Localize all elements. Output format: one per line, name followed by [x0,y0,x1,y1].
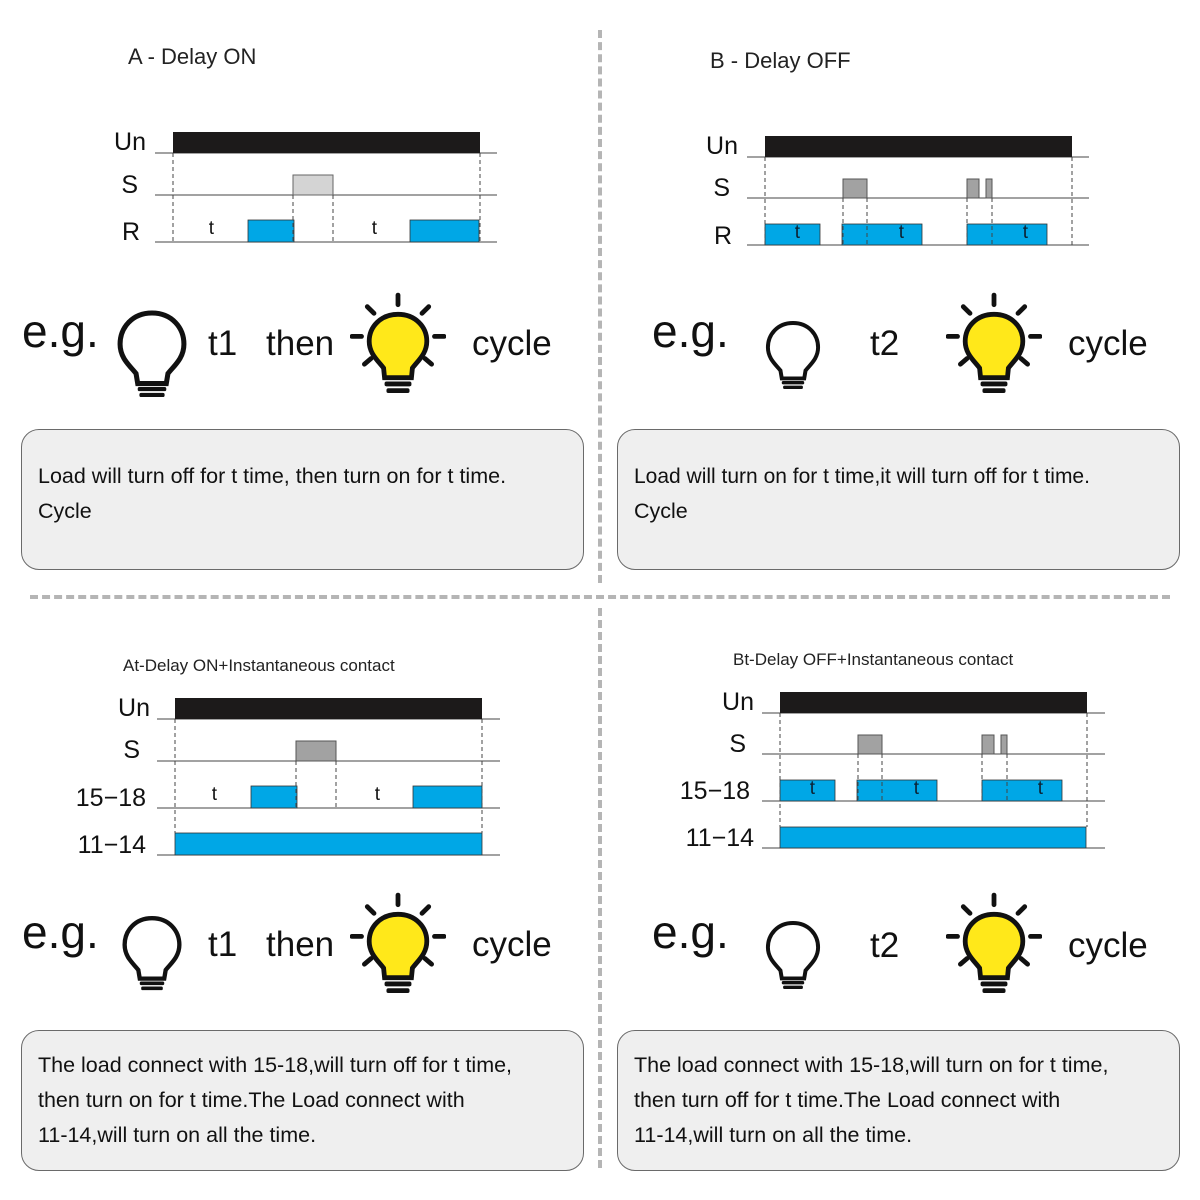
example-word: then [266,324,335,363]
signal-label-11-14: 11−14 [77,831,146,859]
panel-title: A - Delay ON [128,44,257,69]
relay-pulse [857,780,937,801]
description-box [21,429,584,570]
delay-label-t: t [809,778,815,799]
lightbulb-off-icon [760,910,826,998]
signal-pulse [967,179,979,198]
delay-label-t: t [1037,778,1043,799]
relay-pulse [248,220,294,242]
signal-pulse [858,735,882,754]
description-box [617,1030,1180,1171]
panel-title: B - Delay OFF [710,48,851,73]
panel-title: At-Delay ON+Instantaneous contact [123,656,395,675]
example-word: cycle [1068,926,1148,965]
delay-label-t: t [898,222,904,243]
instant-contact-pulse [780,827,1086,848]
delay-label-t: t [1022,222,1028,243]
example-word: then [266,925,335,964]
delay-label-t: t [208,218,214,239]
signal-label-s: S [123,736,140,764]
panel-delay-on [0,0,600,600]
signal-pulse [1001,735,1007,754]
panel-title: Bt-Delay OFF+Instantaneous contact [733,650,1014,669]
example-label: e.g. [652,305,729,357]
supply-pulse [780,692,1087,713]
description-line: The load connect with 15-18,will turn off for t time, [38,1053,513,1077]
example-label: e.g. [22,906,99,958]
lightbulb-off-icon [760,310,826,398]
delay-label-t: t [371,218,377,239]
example-word: cycle [472,324,552,363]
signal-pulse [982,735,994,754]
delay-label-t: t [913,778,919,799]
example-word: cycle [472,925,552,964]
signal-label-11-14: 11−14 [685,824,754,852]
panel-delay-off [600,0,1200,600]
lightbulb-on-icon [946,888,1042,1004]
supply-pulse [173,132,480,153]
delay-label-t: t [794,222,800,243]
signal-label-r: R [713,222,732,250]
example-label: e.g. [22,305,99,357]
signal-pulse [296,741,336,761]
signal-label-15-18: 15−18 [75,784,146,812]
lightbulb-on-icon [350,288,446,404]
signal-pulse [293,175,333,195]
supply-pulse [765,136,1072,157]
relay-pulse [251,786,297,808]
lightbulb-off-icon [116,906,188,998]
signal-label-un: Un [114,128,146,156]
description-line: then turn on for t time.The Load connect with [38,1088,465,1112]
delay-label-t: t [211,784,217,805]
signal-pulse [843,179,867,198]
relay-pulse [982,780,1062,801]
lightbulb-off-icon [110,306,194,399]
description-line: Cycle [38,499,92,523]
example-label: e.g. [652,906,729,958]
lightbulb-on-icon [350,888,446,1004]
signal-label-r: R [121,218,140,246]
lightbulb-on-icon [946,288,1042,404]
signal-label-un: Un [706,132,738,160]
signal-label-s: S [713,174,730,202]
relay-pulse [967,224,1047,245]
example-word: cycle [1068,324,1148,363]
description-line: 11-14,will turn on all the time. [38,1123,317,1147]
signal-label-15-18: 15−18 [679,777,750,805]
panel-delay-off-instantaneous [600,600,1200,1200]
description-box [21,1030,584,1171]
timing-diagram [0,0,600,280]
instant-contact-pulse [175,833,482,855]
signal-label-s: S [121,171,138,199]
relay-pulse [413,786,482,808]
example-word: t1 [208,324,238,363]
relay-pulse [410,220,479,242]
description-line: then turn off for t time.The Load connect with [634,1088,1061,1112]
description-line: Load will turn on for t time,it will turn off for t time. [634,465,1090,488]
signal-pulse [986,179,992,198]
example-word: t1 [208,925,238,964]
description-line: 11-14,will turn on all the time. [634,1123,913,1147]
signal-label-un: Un [118,694,150,722]
description-line: The load connect with 15-18,will turn on for t time, [634,1053,1109,1077]
example-word: t2 [870,926,900,965]
description-box [617,429,1180,570]
relay-pulse [842,224,922,245]
signal-label-un: Un [722,688,754,716]
example-word: t2 [870,324,900,363]
delay-label-t: t [374,784,380,805]
timing-diagram [600,600,1200,900]
description-line: Cycle [634,499,688,523]
signal-label-s: S [729,730,746,758]
supply-pulse [175,698,482,719]
panel-delay-on-instantaneous [0,600,600,1200]
description-line: Load will turn off for t time, then turn on for t time. [38,464,507,488]
